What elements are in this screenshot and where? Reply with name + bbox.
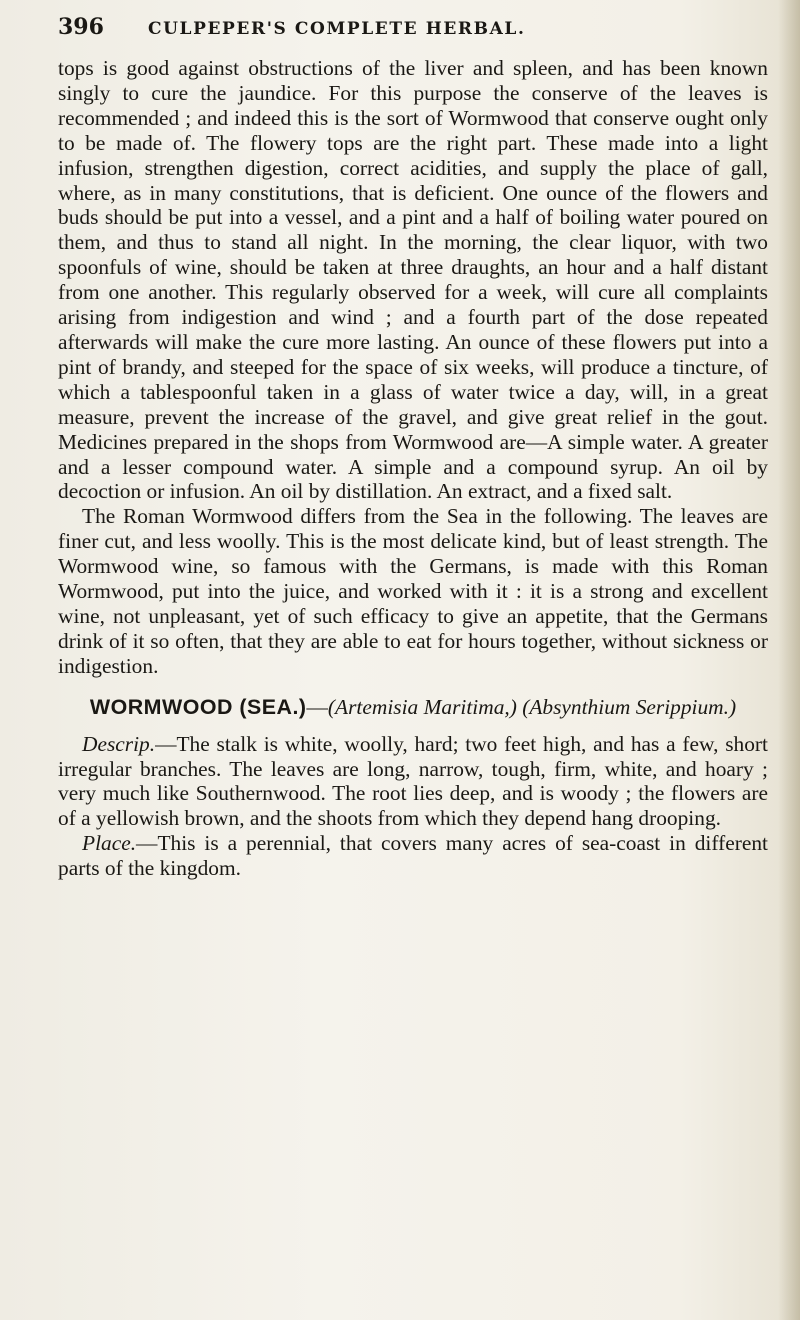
entry-latin-synonym: (Absynthium Serippium.) [522, 694, 737, 719]
description-paragraph [58, 732, 768, 832]
paragraph-roman-wormwood: The Roman Wormwood differs from the Sea in the following. The leaves are finer cut, and less woolly. This is the most delicate kind, but of least strength. The Wormwood wine, so famous with the Germans, is made with this Roman Wormwood, put into the juice, and worked with it : it is a strong and excellent wine, not unpleasant, yet of such efficacy to give an appetite, that the Germans drink of it so often, that they are able to eat for hours together, without sickness or indigestion. [58, 504, 768, 678]
body-text [58, 56, 768, 881]
entry-heading [58, 695, 768, 720]
entry-dash: — [306, 694, 328, 719]
entry-latin-name: (Artemisia Maritima,) [327, 694, 517, 719]
paragraph-wormwood-uses: tops is good against obstructions of the liver and spleen, and has been known singly to cure the jaundice. For this purpose the conserve of the leaves is recommended ; and indeed this is the sort of Wormwood that conserve ought only to be made of. The flowery tops are the right part. These made into a light infusion, strengthen digestion, correct acidities, and supply the place of gall, where, as in many constitutions, that is deficient. One ounce of the flowers and buds should be put into a vessel, and a pint and a half of boiling water poured on them, and thus to stand all night. In the morning, the clear liquor, with two spoonfuls of wine, should be taken at three draughts, an hour and a half distant from one another. This regularly observed for a week, will cure all complaints arising from indigestion and wind ; and a fourth part of the dose repeated afterwards will make the cure more lasting. An ounce of these flowers put into a pint of brandy, and steeped for the space of six weeks, will produce a tincture, of which a tablespoonful taken in a glass of water twice a day, will, in a great measure, prevent the increase of the gravel, and give great relief in the gout. Medicines prepared in the shops from Wormwood are—A simple water. A greater and a lesser compound water. A simple and a compound syrup. An oil by decoction or infusion. An oil by distillation. An extract, and a fixed salt. [58, 56, 768, 504]
running-title: CULPEPER'S COMPLETE HERBAL. [148, 19, 526, 39]
place-text: —This is a perennial, that covers many acres of sea-coast in different parts of the kingdom. [58, 831, 768, 881]
place-paragraph [58, 831, 768, 881]
description-text: —The stalk is white, woolly, hard; two feet high, and has a few, short irregular branches. The leaves are long, narrow, tough, firm, white, and hoary ; very much like Southernwood. The root lies deep, and is woody ; the flowers are of a yellowish brown, and the shoots from which they depend hang drooping. [58, 731, 768, 831]
description-label: Descrip. [82, 731, 156, 756]
page-number: 396 [58, 14, 104, 40]
place-label: Place. [82, 831, 137, 856]
entry-headword: WORMWOOD (SEA.) [89, 694, 307, 719]
page-edge-shadow [778, 0, 800, 1320]
running-head [58, 14, 760, 48]
